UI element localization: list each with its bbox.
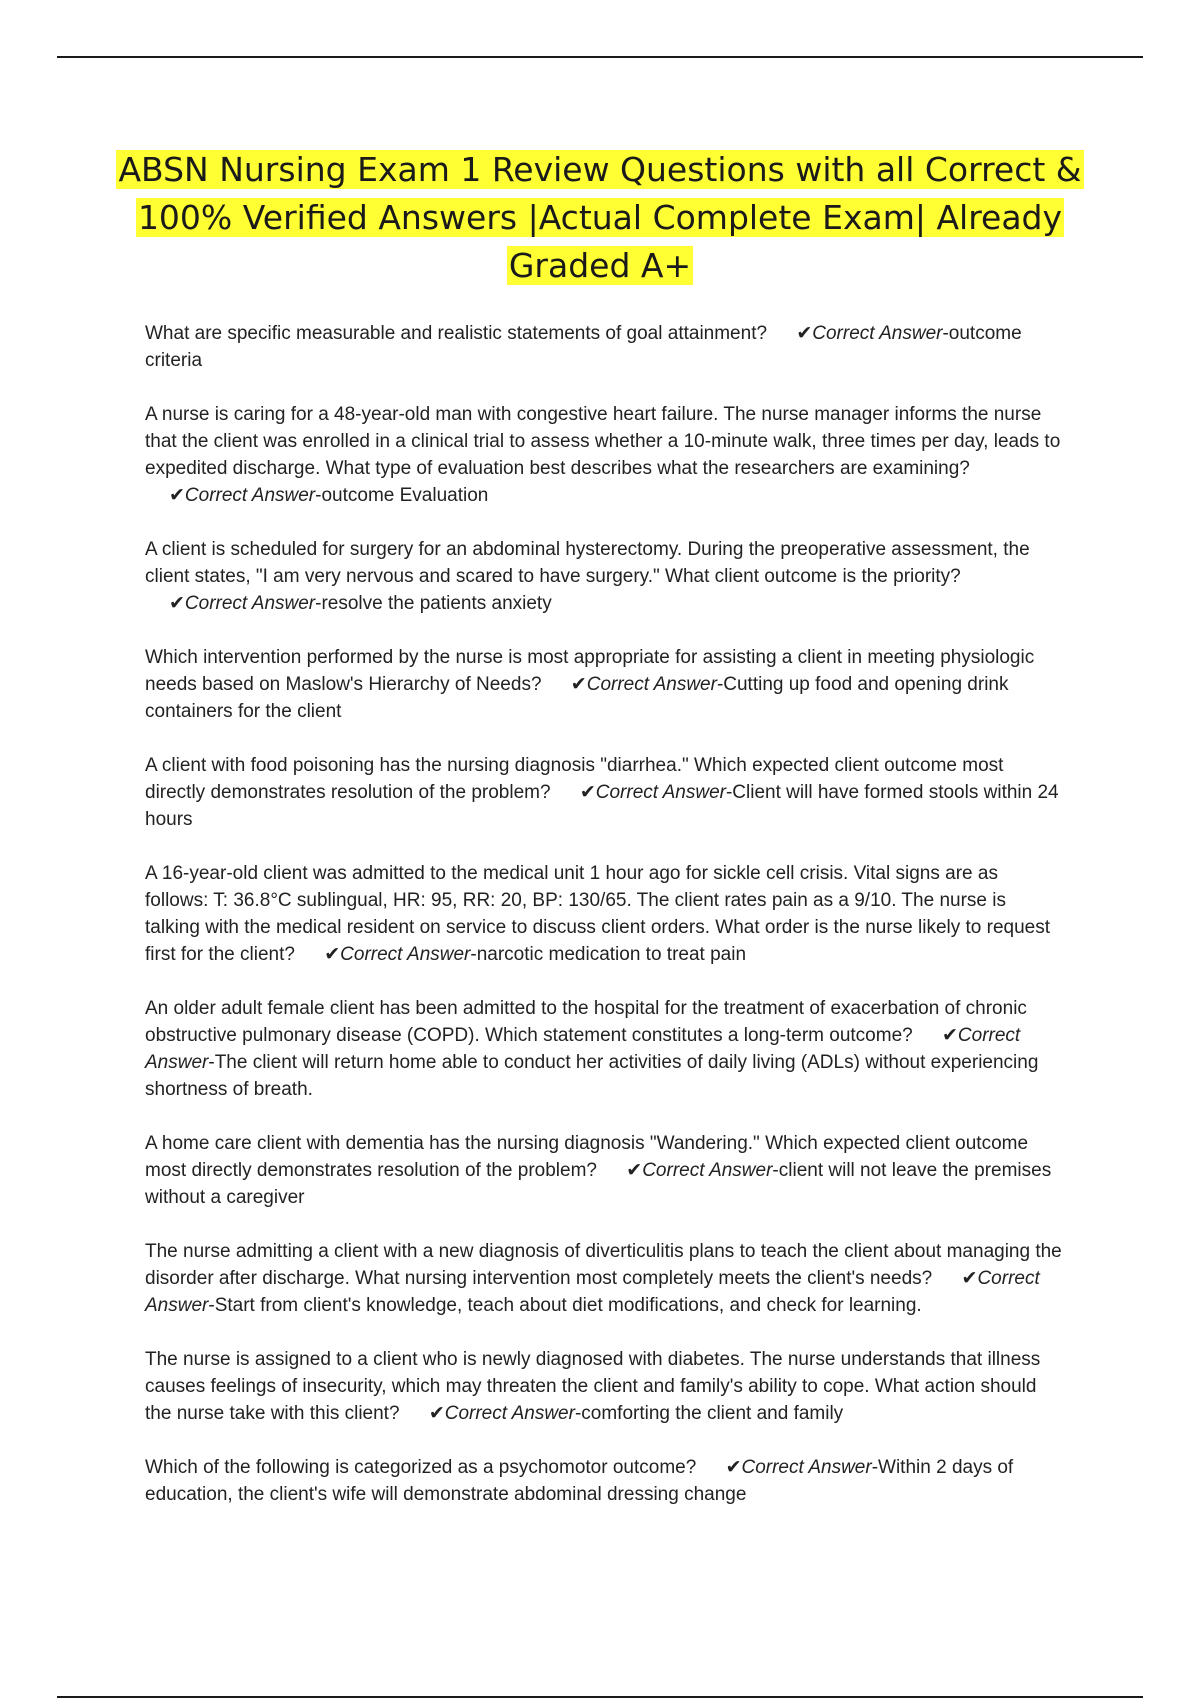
qa-list xyxy=(145,320,1065,1535)
checkmark-icon: ✔ xyxy=(570,674,587,695)
qa-item: A 16-year-old client was admitted to the medical unit 1 hour ago for sickle cell crisis. Vital signs are as follows: T: 36.8°C sublingual, HR: 95, RR: 20, BP: 130/65. The client rates pain as a 9/10. The nurse is talking with the medical resident on service to discuss client orders. What order is the nurse likely to request first for the client? ✔Correct Answer-narcotic medication to treat pain xyxy=(145,863,1051,965)
qa-item: A client with food poisoning has the nursing diagnosis "diarrhea." Which expected client outcome most directly demonstrates resolution of the problem? ✔Correct Answer-Client will have formed stools within 24 hours xyxy=(145,755,1059,830)
question-text: The nurse is assigned to a client who is newly diagnosed with diabetes. The nurse understands that illness causes feelings of insecurity, which may threaten the client and family's ability to cope. What action should the nurse take with this client? xyxy=(145,1349,1041,1424)
question-text: A nurse is caring for a 48-year-old man with congestive heart failure. The nurse manager informs the nurse that the client was enrolled in a clinical trial to assess whether a 10-minute walk, three times per day, leads to expedited discharge. What type of evaluation best describes what the researchers are examining? xyxy=(145,404,1061,479)
correct-answer-marker xyxy=(169,593,315,614)
qa-item: The nurse admitting a client with a new diagnosis of diverticulitis plans to teach the client about managing the disorder after discharge. What nursing intervention most completely meets the client's needs? ✔Correct Answer-Start from client's knowledge, teach about diet modifications, and check for learning. xyxy=(145,1241,1062,1316)
checkmark-icon: ✔ xyxy=(169,593,185,614)
question-text: Which of the following is categorized as a psychomotor outcome? xyxy=(145,1457,697,1478)
title-block xyxy=(100,146,1100,290)
qa-item: A home care client with dementia has the nursing diagnosis "Wandering." Which expected client outcome most directly demonstrates resolution of the problem? ✔Correct Answer-client will not leave the premises without a caregiver xyxy=(145,1133,1052,1208)
checkmark-icon: ✔ xyxy=(428,1403,445,1424)
correct-answer-label: Correct Answer xyxy=(444,1403,575,1424)
question-text: A client is scheduled for surgery for an abdominal hysterectomy. During the preoperative assessment, the client states, "I am very nervous and scared to have surgery." What client outcome is the priority? xyxy=(145,539,1030,587)
answer-text: resolve the patients anxiety xyxy=(321,593,552,614)
correct-answer-label: Correct Answer xyxy=(741,1457,872,1478)
question-text: A home care client with dementia has the nursing diagnosis "Wandering." Which expected client outcome most directly demonstrates resolution of the problem? xyxy=(145,1133,1029,1181)
checkmark-icon: ✔ xyxy=(796,323,813,344)
document-title: ABSN Nursing Exam 1 Review Questions with all Correct & 100% Verified Answers |Actual Complete Exam| Already Graded A+ xyxy=(118,150,1082,285)
answer-text: narcotic medication to treat pain xyxy=(476,944,747,965)
bottom-rule xyxy=(57,1696,1143,1698)
qa-item: Which of the following is categorized as a psychomotor outcome? ✔Correct Answer-Within 2 days of education, the client's wife will demonstrate abdominal dressing change xyxy=(145,1457,1014,1505)
correct-answer-label: Correct Answer xyxy=(145,1268,1040,1316)
checkmark-icon: ✔ xyxy=(961,1268,978,1289)
question-text: An older adult female client has been admitted to the hospital for the treatment of exacerbation of chronic obstructive pulmonary disease (COPD). Which statement constitutes a long-term outcome? xyxy=(145,998,1027,1046)
answer-text: outcome Evaluation xyxy=(321,485,489,506)
qa-item: Which intervention performed by the nurse is most appropriate for assisting a client in meeting physiologic needs based on Maslow's Hierarchy of Needs? ✔Correct Answer-Cutting up food and opening drink containers for the client xyxy=(145,647,1035,722)
correct-answer-marker xyxy=(796,323,942,344)
correct-answer-label: Correct Answer xyxy=(184,485,316,506)
qa-item: A nurse is caring for a 48-year-old man with congestive heart failure. The nurse manager informs the nurse that the client was enrolled in a clinical trial to assess whether a 10-minute walk, three times per day, leads to expedited discharge. What type of evaluation best describes what the researchers are examining? ✔Correct Answer-outcome Evaluation xyxy=(145,404,1061,506)
checkmark-icon: ✔ xyxy=(169,485,185,506)
answer-text: Cutting up food and opening drink containers for the client xyxy=(145,674,1009,722)
qa-item: A client is scheduled for surgery for an abdominal hysterectomy. During the preoperative assessment, the client states, "I am very nervous and scared to have surgery." What client outcome is the priority? ✔Correct Answer-resolve the patients anxiety xyxy=(145,539,1030,614)
question-text: A client with food poisoning has the nursing diagnosis "diarrhea." Which expected client outcome most directly demonstrates resolution of the problem? xyxy=(145,755,1004,803)
correct-answer-marker xyxy=(626,1160,772,1181)
qa-item: What are specific measurable and realistic statements of goal attainment? ✔Correct Answer-outcome criteria xyxy=(145,323,1022,371)
correct-answer-marker xyxy=(169,485,315,506)
correct-answer-label: Correct Answer xyxy=(145,1025,1021,1073)
question-text: A 16-year-old client was admitted to the medical unit 1 hour ago for sickle cell crisis. Vital signs are as follows: T: 36.8°C sublingual, HR: 95, RR: 20, BP: 130/65. The client rates pain as a 9/10. The nurse is talking with the medical resident on service to discuss client orders. What order is the nurse likely to request first for the client? xyxy=(145,863,1051,965)
checkmark-icon: ✔ xyxy=(579,782,596,803)
correct-answer-marker xyxy=(580,782,726,803)
correct-answer-label: Correct Answer xyxy=(586,674,717,695)
question-text: What are specific measurable and realistic statements of goal attainment? xyxy=(145,323,768,344)
answer-text: Within 2 days of education, the client's wife will demonstrate abdominal dressing change xyxy=(145,1457,1014,1505)
top-rule xyxy=(57,56,1143,58)
checkmark-icon: ✔ xyxy=(324,944,341,965)
question-text: Which intervention performed by the nurse is most appropriate for assisting a client in meeting physiologic needs based on Maslow's Hierarchy of Needs? xyxy=(145,647,1035,695)
answer-text: client will not leave the premises without a caregiver xyxy=(145,1160,1052,1208)
answer-text: Start from client's knowledge, teach about diet modifications, and check for learning. xyxy=(214,1295,922,1316)
correct-answer-label: Correct Answer xyxy=(340,944,471,965)
qa-item: The nurse is assigned to a client who is newly diagnosed with diabetes. The nurse understands that illness causes feelings of insecurity, which may threaten the client and family's ability to cope. What action should the nurse take with this client? ✔Correct Answer-comforting the client and family xyxy=(145,1349,1041,1424)
correct-answer-marker xyxy=(324,944,470,965)
answer-text: Client will have formed stools within 24 hours xyxy=(145,782,1059,830)
answer-text: outcome criteria xyxy=(145,323,1022,371)
correct-answer-marker xyxy=(726,1457,872,1478)
correct-answer-label: Correct Answer xyxy=(642,1160,773,1181)
correct-answer-marker xyxy=(429,1403,575,1424)
correct-answer-label: Correct Answer xyxy=(812,323,943,344)
qa-item: An older adult female client has been admitted to the hospital for the treatment of exacerbation of chronic obstructive pulmonary disease (COPD). Which statement constitutes a long-term outcome? ✔Correct Answer-The client will return home able to conduct her activities of daily living (ADLs) without experiencing shortness of breath. xyxy=(145,998,1039,1100)
correct-answer-marker xyxy=(571,674,717,695)
answer-text: comforting the client and family xyxy=(581,1403,844,1424)
checkmark-icon: ✔ xyxy=(626,1160,643,1181)
answer-text: The client will return home able to conduct her activities of daily living (ADLs) without experiencing shortness of breath. xyxy=(145,1052,1039,1100)
correct-answer-label: Correct Answer xyxy=(595,782,726,803)
correct-answer-label: Correct Answer xyxy=(184,593,316,614)
question-text: The nurse admitting a client with a new diagnosis of diverticulitis plans to teach the client about managing the disorder after discharge. What nursing intervention most completely meets the client's needs? xyxy=(145,1241,1062,1289)
checkmark-icon: ✔ xyxy=(942,1025,958,1046)
checkmark-icon: ✔ xyxy=(725,1457,742,1478)
